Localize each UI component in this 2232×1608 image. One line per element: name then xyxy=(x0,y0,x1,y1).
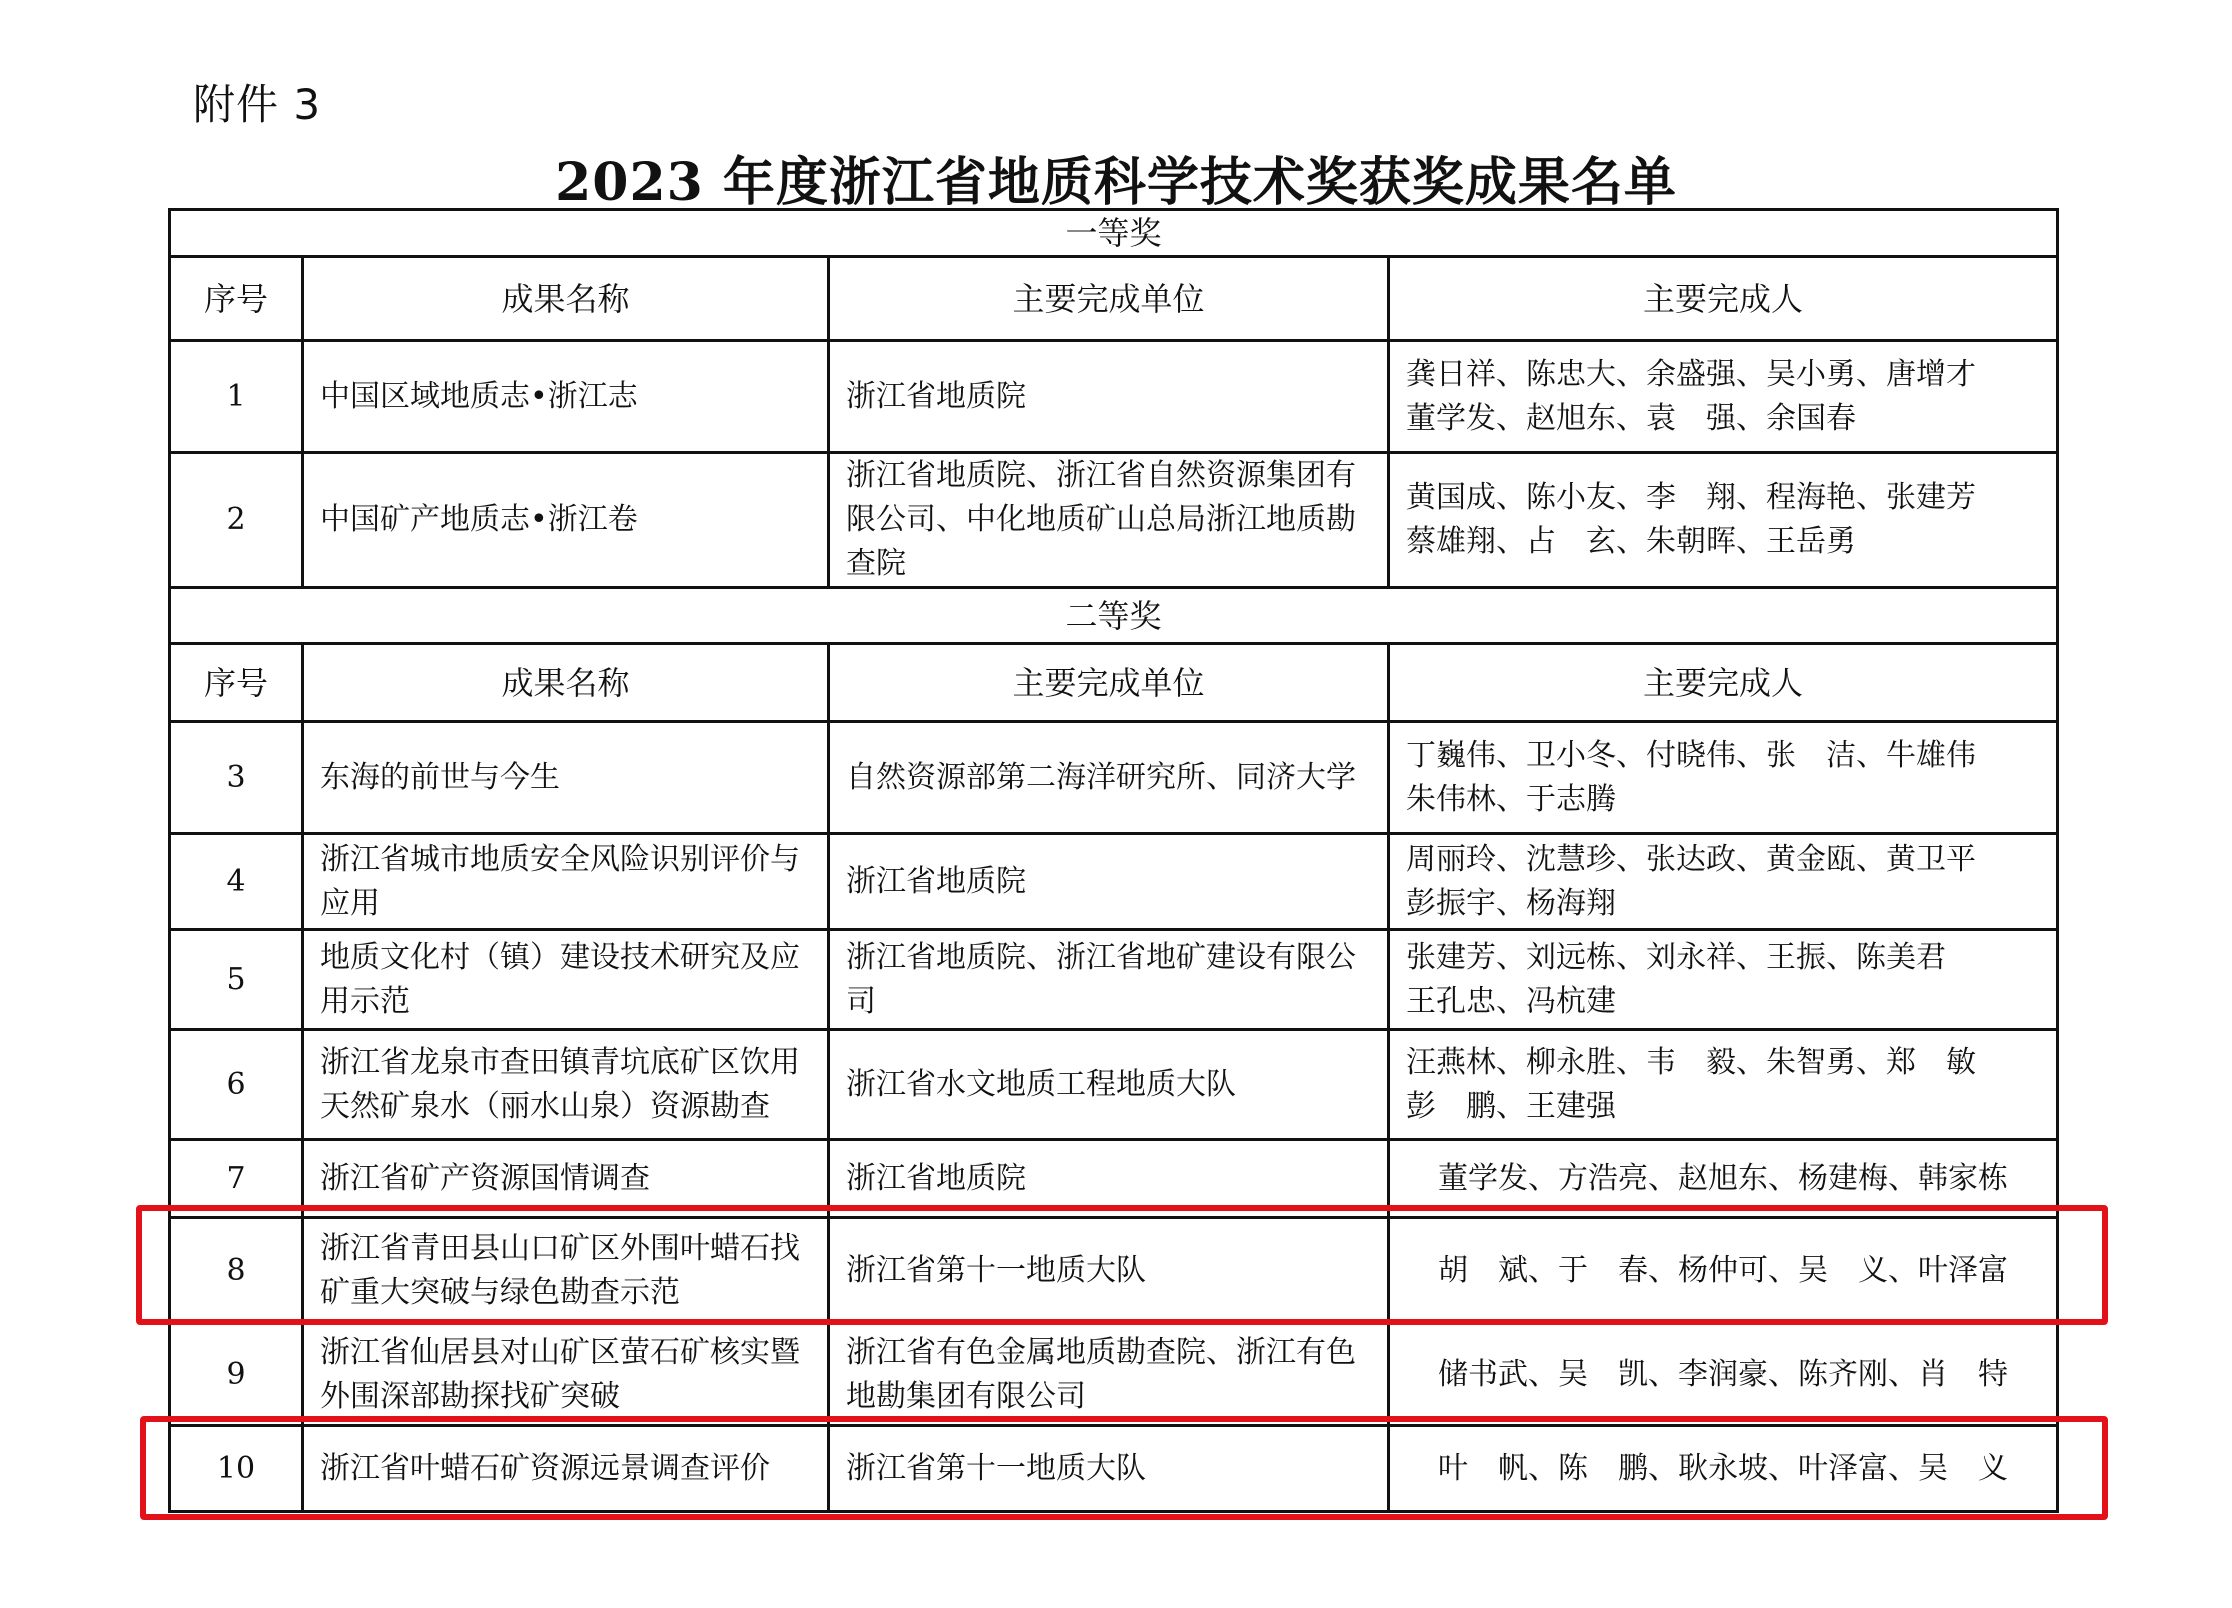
header-name: 成果名称 xyxy=(303,644,829,722)
people-line: 董学发、赵旭东、袁 强、余国春 xyxy=(1406,400,1856,436)
people-line: 彭 鹏、王建强 xyxy=(1406,1088,1616,1124)
table-row xyxy=(170,453,2058,588)
header-row xyxy=(170,644,2058,722)
row-unit: 浙江省地质院 xyxy=(829,1140,1389,1218)
row-name: 中国区域地质志•浙江志 xyxy=(303,341,829,453)
row-unit: 浙江省第十一地质大队 xyxy=(829,1426,1389,1512)
row-name: 浙江省叶蜡石矿资源远景调查评价 xyxy=(303,1426,829,1512)
table-row xyxy=(170,1218,2058,1324)
row-unit: 浙江省有色金属地质勘查院、浙江有色地勘集团有限公司 xyxy=(829,1324,1389,1426)
row-people xyxy=(1389,722,2058,834)
header-people: 主要完成人 xyxy=(1389,257,2058,341)
row-unit: 浙江省水文地质工程地质大队 xyxy=(829,1030,1389,1140)
section-row-second xyxy=(170,588,2058,644)
row-people xyxy=(1389,1324,2058,1426)
row-unit: 浙江省地质院 xyxy=(829,834,1389,930)
row-name: 中国矿产地质志•浙江卷 xyxy=(303,453,829,588)
row-people xyxy=(1389,1426,2058,1512)
row-people xyxy=(1389,930,2058,1030)
row-people xyxy=(1389,834,2058,930)
row-name: 浙江省青田县山口矿区外围叶蜡石找矿重大突破与绿色勘查示范 xyxy=(303,1218,829,1324)
people-line: 丁巍伟、卫小冬、付晓伟、张 洁、牛雄伟 xyxy=(1406,737,1976,773)
row-people xyxy=(1389,1218,2058,1324)
header-row xyxy=(170,257,2058,341)
header-unit: 主要完成单位 xyxy=(829,257,1389,341)
award-table xyxy=(168,208,2059,1513)
row-name: 浙江省矿产资源国情调查 xyxy=(303,1140,829,1218)
attachment-label: 附件 3 xyxy=(193,80,322,129)
row-num: 2 xyxy=(170,453,303,588)
header-num: 序号 xyxy=(170,257,303,341)
row-num: 9 xyxy=(170,1324,303,1426)
row-unit: 自然资源部第二海洋研究所、同济大学 xyxy=(829,722,1389,834)
header-unit: 主要完成单位 xyxy=(829,644,1389,722)
table-row xyxy=(170,1140,2058,1218)
people-line: 黄国成、陈小友、李 翔、程海艳、张建芳 xyxy=(1406,480,1976,515)
people-line: 王孔忠、冯杭建 xyxy=(1406,983,1616,1019)
row-unit: 浙江省第十一地质大队 xyxy=(829,1218,1389,1324)
people-line: 汪燕林、柳永胜、韦 毅、朱智勇、郑 敏 xyxy=(1406,1044,1976,1080)
row-people xyxy=(1389,1140,2058,1218)
row-name: 浙江省城市地质安全风险识别评价与应用 xyxy=(303,834,829,930)
people-line: 蔡雄翔、占 玄、朱朝晖、王岳勇 xyxy=(1406,524,1856,559)
people-line: 张建芳、刘远栋、刘永祥、王振、陈美君 xyxy=(1406,939,1946,975)
header-name: 成果名称 xyxy=(303,257,829,341)
section-label: 一等奖 xyxy=(170,210,2058,257)
table-row xyxy=(170,1030,2058,1140)
document-title: 2023 年度浙江省地质科学技术奖获奖成果名单 xyxy=(555,152,1677,213)
people-line: 龚日祥、陈忠大、余盛强、吴小勇、唐增才 xyxy=(1406,356,1976,392)
row-num: 4 xyxy=(170,834,303,930)
section-label: 二等奖 xyxy=(170,588,2058,644)
row-people xyxy=(1389,453,2058,588)
people-line: 朱伟林、于志腾 xyxy=(1406,781,1616,817)
people-line: 储书武、吴 凯、李润豪、陈齐刚、肖 特 xyxy=(1438,1356,2008,1392)
row-name: 东海的前世与今生 xyxy=(303,722,829,834)
row-num: 7 xyxy=(170,1140,303,1218)
people-line: 彭振宇、杨海翔 xyxy=(1406,885,1616,921)
row-num: 8 xyxy=(170,1218,303,1324)
row-unit: 浙江省地质院、浙江省地矿建设有限公司 xyxy=(829,930,1389,1030)
row-unit: 浙江省地质院 xyxy=(829,341,1389,453)
row-num: 6 xyxy=(170,1030,303,1140)
table-row xyxy=(170,834,2058,930)
table-row xyxy=(170,1426,2058,1512)
table-row xyxy=(170,722,2058,834)
people-line: 周丽玲、沈慧珍、张达政、黄金瓯、黄卫平 xyxy=(1406,841,1976,877)
row-name: 浙江省龙泉市查田镇青坑底矿区饮用天然矿泉水（丽水山泉）资源勘查 xyxy=(303,1030,829,1140)
table-row xyxy=(170,341,2058,453)
table-row xyxy=(170,1324,2058,1426)
header-people: 主要完成人 xyxy=(1389,644,2058,722)
section-row-first xyxy=(170,210,2058,257)
row-people xyxy=(1389,1030,2058,1140)
row-people xyxy=(1389,341,2058,453)
table-row xyxy=(170,930,2058,1030)
header-num: 序号 xyxy=(170,644,303,722)
row-num: 1 xyxy=(170,341,303,453)
row-num: 10 xyxy=(170,1426,303,1512)
people-line: 董学发、方浩亮、赵旭东、杨建梅、韩家栋 xyxy=(1438,1160,2008,1196)
people-line: 叶 帆、陈 鹏、耿永坡、叶泽富、吴 义 xyxy=(1438,1450,2008,1486)
row-num: 3 xyxy=(170,722,303,834)
row-unit: 浙江省地质院、浙江省自然资源集团有限公司、中化地质矿山总局浙江地质勘查院 xyxy=(829,453,1389,588)
row-name: 浙江省仙居县对山矿区萤石矿核实暨外围深部勘探找矿突破 xyxy=(303,1324,829,1426)
row-name: 地质文化村（镇）建设技术研究及应用示范 xyxy=(303,930,829,1030)
row-num: 5 xyxy=(170,930,303,1030)
people-line: 胡 斌、于 春、杨仲可、吴 义、叶泽富 xyxy=(1438,1252,2008,1288)
